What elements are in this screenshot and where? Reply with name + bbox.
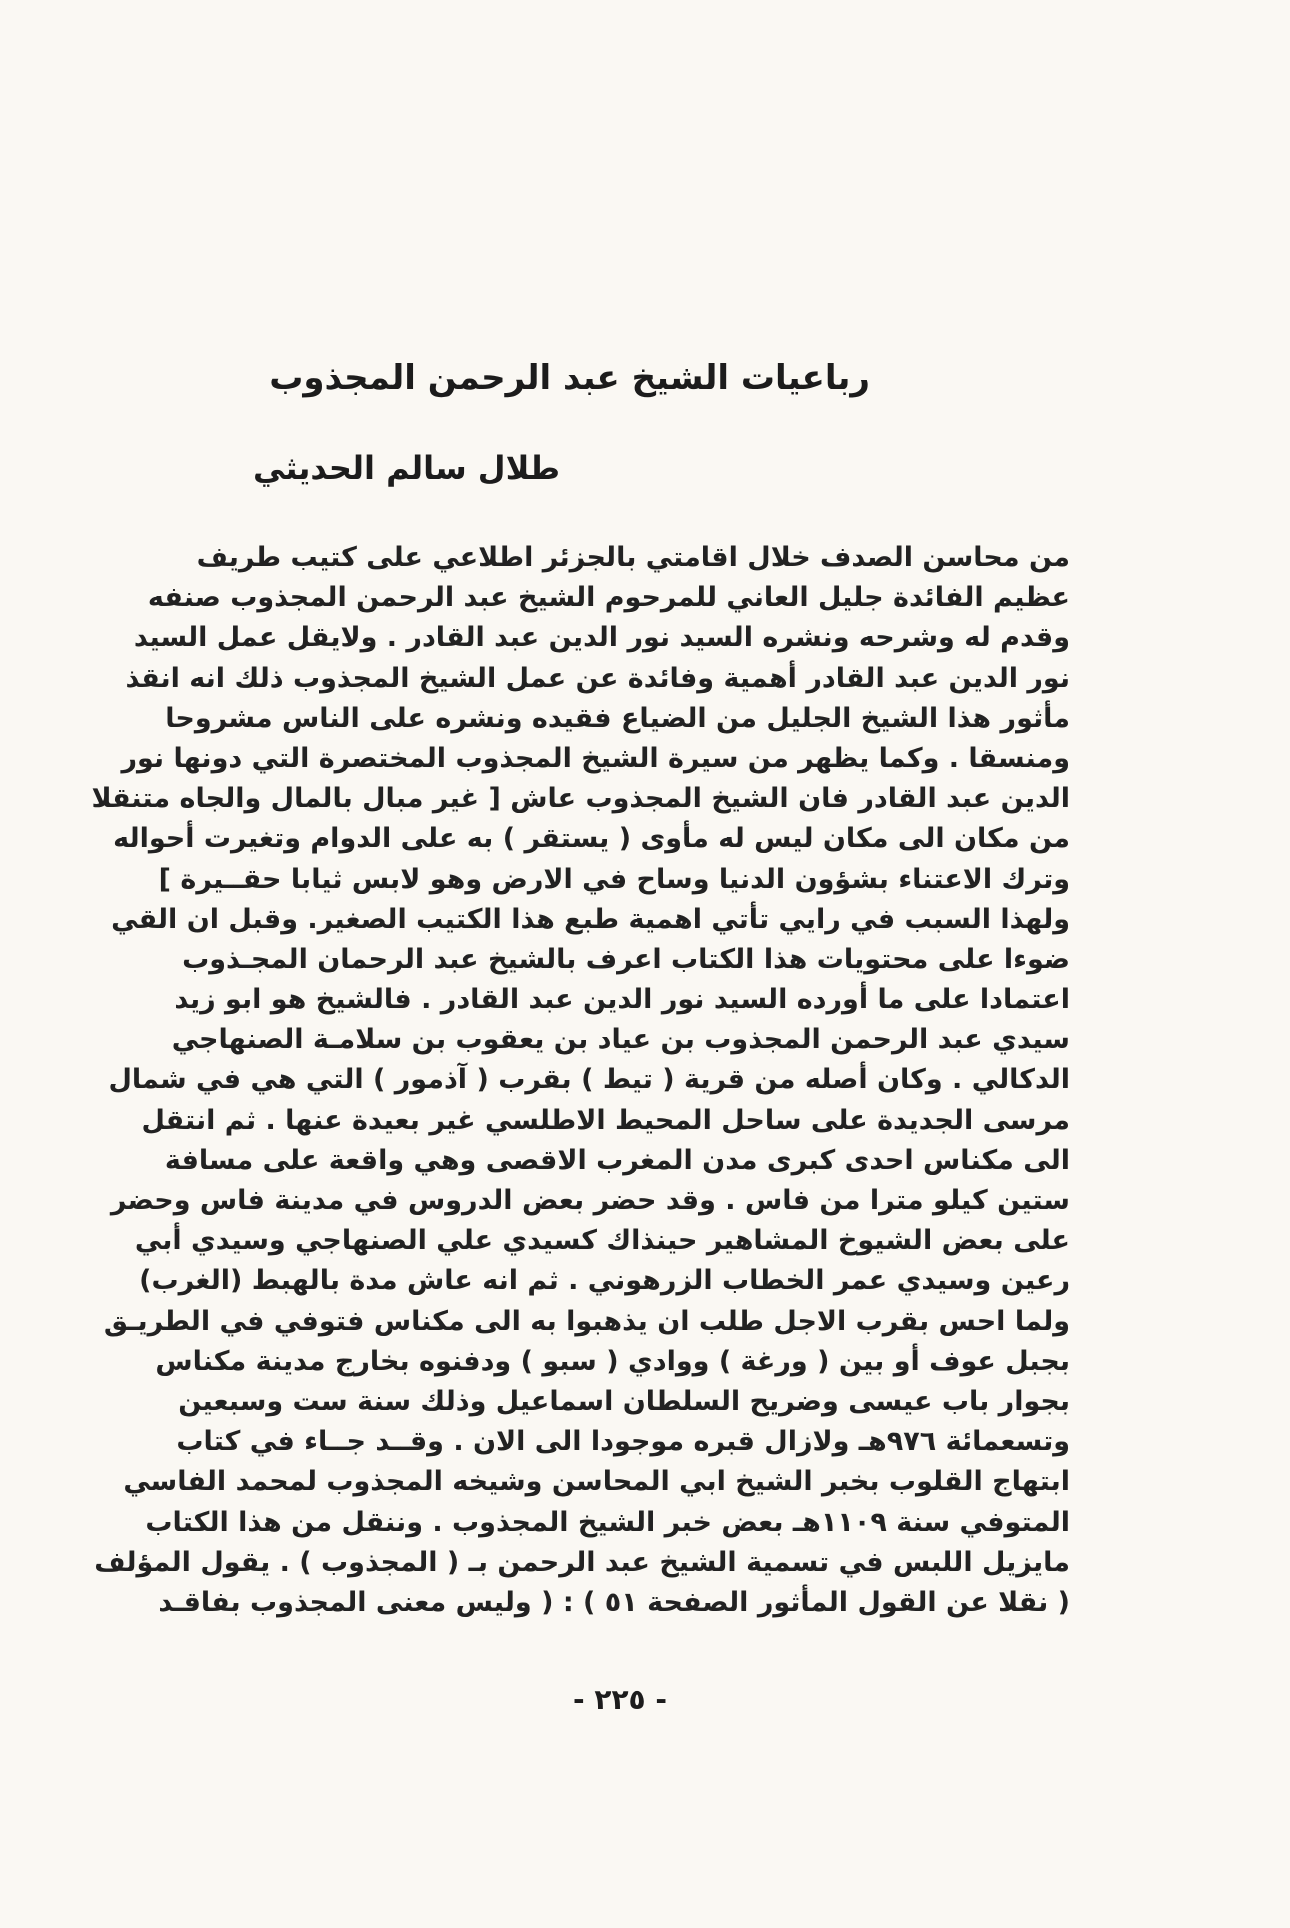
text-line: نور الدين عبد القادر أهمية وفائدة عن عمل الشيخ المجذوب ذلك انه انقذ bbox=[125, 662, 1070, 694]
text-line: مايزيل اللبس في تسمية الشيخ عبد الرحمن بـ ( المجذوب ) . يقول المؤلف bbox=[94, 1546, 1070, 1578]
text-line: على بعض الشيوخ المشاهير حينذاك كسيدي علي الصنهاجي وسيدي أبي bbox=[134, 1225, 1070, 1257]
text-line: ستين كيلو مترا من فاس . وقد حضر بعض الدروس في مدينة فاس وحضر bbox=[110, 1185, 1070, 1216]
text-line: المتوفي سنة ١١٠٩هـ بعض خبر الشيخ المجذوب . وننقل من هذا الكتاب bbox=[145, 1506, 1070, 1538]
text-line: من محاسن الصدف خلال اقامتي بالجزئر اطلاعي على كتيب طريف bbox=[196, 542, 1070, 573]
text-line: الى مكناس احدى كبرى مدن المغرب الاقصى وهي واقعة على مسافة bbox=[164, 1144, 1070, 1176]
author-name: طلال سالم الحديثي bbox=[252, 449, 560, 487]
text-line: بجبل عوف أو بين ( ورغة ) ووادي ( سبو ) ودفنوه بخارج مدينة مكناس bbox=[155, 1345, 1070, 1377]
text-line: مأثور هذا الشيخ الجليل من الضياع فقيده ونشره على الناس مشروحا bbox=[165, 702, 1070, 734]
text-line: سيدي عبد الرحمن المجذوب بن عياد بن يعقوب بن سلامـة الصنهاجي bbox=[171, 1024, 1070, 1056]
text-line: الدين عبد القادر فان الشيخ المجذوب عاش [ غير مبال بالمال والجاه متنقلا bbox=[91, 783, 1070, 815]
text-line: مرسى الجديدة على ساحل المحيط الاطلسي غير بعيدة عنها . ثم انتقل bbox=[141, 1104, 1070, 1136]
text-line: وترك الاعتناء بشؤون الدنيا وساح في الارض وهو لابس ثيابا حقــيرة ] bbox=[158, 863, 1070, 895]
text-line: ولما احس بقرب الاجل طلب ان يذهبوا به الى مكناس فتوفي في الطريـق bbox=[103, 1305, 1070, 1337]
text-line: ولهذا السبب في رايي تأتي اهمية طبع هذا الكتيب الصغير. وقبل ان القي bbox=[111, 903, 1070, 935]
text-line: وقدم له وشرحه ونشره السيد نور الدين عبد القادر . ولايقل عمل السيد bbox=[133, 622, 1070, 654]
text-line: ومنسقا . وكما يظهر من سيرة الشيخ المجذوب المختصرة التي دونها نور bbox=[121, 742, 1070, 774]
text-line: وتسعمائة ٩٧٦هـ ولازال قبره موجودا الى الان . وقــد جــاء في كتاب bbox=[176, 1426, 1070, 1458]
text-line: ابتهاج القلوب بخبر الشيخ ابي المحاسن وشيخه المجذوب لمحمد الفاسي bbox=[123, 1466, 1070, 1498]
page-number: - ٢٢٥ - bbox=[572, 1683, 668, 1716]
body-text bbox=[91, 538, 1070, 1623]
text-line: الدكالي . وكان أصله من قرية ( تيط ) بقرب ( آذمور ) التي هي في شمال bbox=[108, 1064, 1070, 1096]
text-line: ( نقلا عن القول المأثور الصفحة ٥١ ) : ( وليس معنى المجذوب بفاقـد bbox=[158, 1586, 1070, 1618]
text-line: عظيم الفائدة جليل العاني للمرحوم الشيخ عبد الرحمن المجذوب صنفه bbox=[147, 582, 1070, 614]
article-title: رباعيات الشيخ عبد الرحمن المجذوب bbox=[269, 358, 870, 398]
text-line: بجوار باب عيسى وضريح السلطان اسماعيل وذلك سنة ست وسبعين bbox=[178, 1385, 1070, 1417]
text-line: رعين وسيدي عمر الخطاب الزرهوني . ثم انه عاش مدة بالهبط (الغرب) bbox=[139, 1265, 1070, 1297]
text-line: ضوءا على محتويات هذا الكتاب اعرف بالشيخ عبد الرحمان المجـذوب bbox=[182, 943, 1070, 975]
text-line: من مكان الى مكان ليس له مأوى ( يستقر ) به على الدوام وتغيرت أحواله bbox=[113, 823, 1070, 855]
text-line: اعتمادا على ما أورده السيد نور الدين عبد القادر . فالشيخ هو ابو زيد bbox=[174, 984, 1070, 1016]
